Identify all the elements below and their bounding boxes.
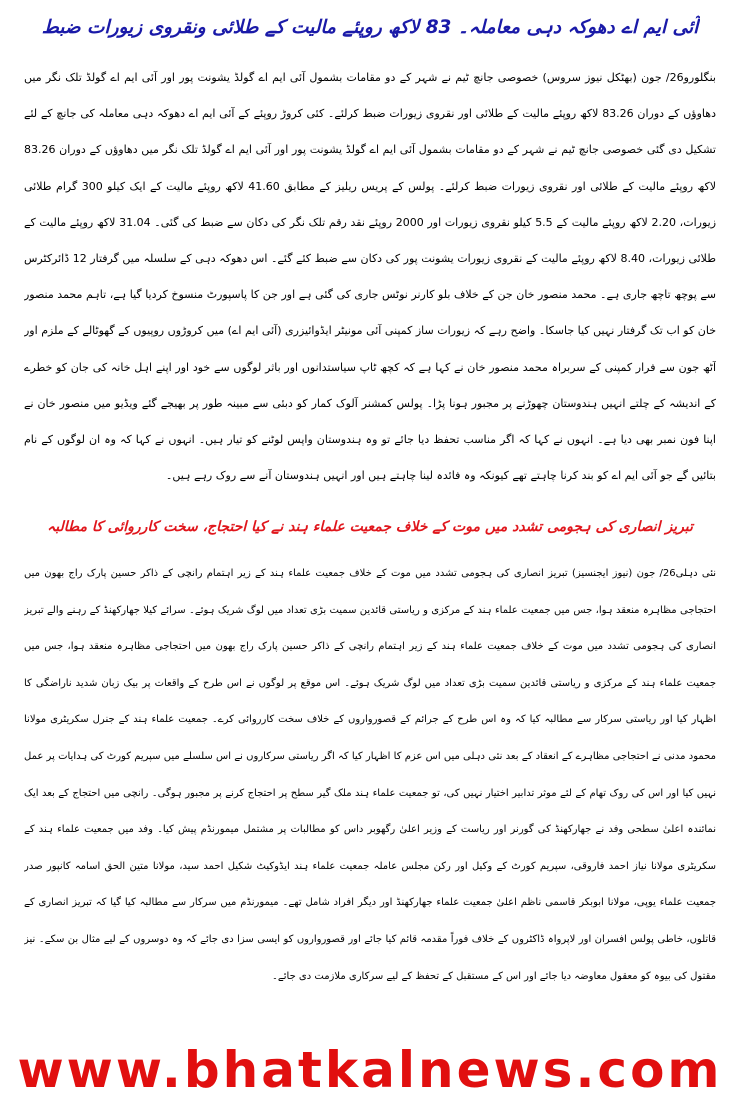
article-1-body: بنگلورو26/ جون (بھٹکل نیوز سروس) خصوصی جانچ ٹیم نے شہر کے دو مقامات بشمول آئی ایم اے گولڈ یشونت پور اور آئی ایم اے گولڈ تلک نگر میں دھاوؤں کے دوران 83.26 لاکھ روپئے مالیت کے طلائی اور نقروی زیورات ضبط کرلئے۔ کئی کروڑ روپئے کے آئی ایم اے دھوکہ دہی معاملہ کی جانچ کے لئے تشکیل دی گئی خصوصی جانچ ٹیم نے شہر کے دو مقامات بشمول آئی ایم اے گولڈ یشونت پور اور آئی ایم اے گولڈ تلک نگر میں دھاوؤں کے دوران 83.26 لاکھ روپئے مالیت کے طلائی اور نقروی زیورات ضبط کرلئے۔ پولس کے پریس ریلیز کے مطابق 41.60 لاکھ روپئے مالیت کے ایک کیلو 300 گرام طلائی زیورات، 2.20 لاکھ روپئے مالیت کے 5.5 کیلو نقروی زیورات اور 2000 روپئے نقد رقم تلک نگر کی دکان سے ضبط کی گئی۔ 31.04 لاکھ روپئے مالیت کے طلائی زیورات، 8.40 لاکھ روپئے مالیت کے نقروی زیورات یشونت پور کی دکان سے ضبط کئے گئے۔ اس دھوکہ دہی کے سلسلہ میں گرفتار 12 ڈائرکٹرس سے پوچھ تاچھ جاری ہے۔ محمد منصور خان جن کے خلاف بلو کارنر نوٹس جاری کی گئی ہے اور جن کا پاسپورٹ منسوخ کردیا گیا ہے، تاہم محمد منصور خان کو اب تک گرفتار نہیں کیا جاسکا۔ واضح رہے کہ زیورات ساز کمپنی آئی مونیٹر ایڈوائیزری (آئی ایم اے) میں کروڑوں روپیوں کے گھوٹالے کے ملزم اور آٹھ جون سے فرار کمپنی کے سربراہ محمد منصور خان نے کہا ہے کہ کچھ ٹاپ سیاستدانوں اور باثر لوگوں سے خود اور اپنے اہل خانہ کی جان کو خطرے کے اندیشہ کے چلتے انہیں ہندوستان چھوڑنے پر مجبور ہونا پڑا۔ پولس کمشنر آلوک کمار کو دبئی سے مبینہ طور پر بھیجے گئے ویڈیو میں منصور خان نے اپنا فون نمبر بھی دیا ہے۔ انہوں نے کہا کہ اگر مناسب تحفظ دیا جائے تو وہ ہندوستان واپس لوٹنے کو تیار ہیں۔ انہوں نے کہا کہ وہ ان لوگوں کے نام بتائیں گے جو آئی ایم اے کو بند کرنا چاہتے تھے کیونکہ وہ فائدہ لینا چاہتے ہیں اور انہیں ہندوستان آنے سے روک رہے ہیں۔	[24, 71, 716, 483]
article-2-headline: تبریز انصاری کی ہجومی تشدد میں موت کے خلاف جمعیت علماء ہند نے کیا احتجاج، سخت کارروائی کا مطالبہ	[47, 519, 693, 535]
website-footer-link[interactable]: www.bhatkalnews.com	[17, 1041, 723, 1099]
article-1-body-container	[24, 60, 716, 500]
article-2-body: نئی دہلی26/ جون (نیوز ایجنسیز) تبریز انصاری کی ہجومی تشدد میں موت کے خلاف جمعیت علماء ہند کے زیر اہتمام رانچی کے ذاکر حسین پارک راج بھون میں احتجاجی مظاہرہ منعقد ہوا، جس میں جمعیت علماء ہند کے مرکزی و ریاستی قائدین سمیت بڑی تعداد میں لوگ شریک ہوئے۔ سرائے کیلا جھارکھنڈ کے رہنے والے تبریز انصاری کی ہجومی تشدد میں موت کے خلاف جمعیت علماء ہند کے زیر اہتمام رانچی کے ذاکر حسین پارک راج بھون میں احتجاجی مظاہرہ منعقد ہوا، جس میں جمعیت علماء ہند کے مرکزی و ریاستی قائدین سمیت بڑی تعداد میں لوگ شریک ہوئے۔ اس موقع پر لوگوں نے اس طرح کے واقعات پر بیک زبان شدید ناراضگی کا اظہار کیا اور ریاستی سرکار سے مطالبہ کیا کہ وہ اس طرح کے جرائم کے قصورواروں کے خلاف سخت کارروائی کرے۔ جمعیت علماء ہند کے جنرل سکریٹری مولانا محمود مدنی نے احتجاجی مظاہرے کے انعقاد کے بعد نئی دہلی میں اس عزم کا اظہار کیا کہ اگر ریاستی سرکاروں نے اس سلسلے میں سپریم کورٹ کی ہدایات پر عمل نہیں کیا اور اس کی روک تھام کے لئے موثر تدابیر اختیار نہیں کی، تو جمعیت علماء ہند ملک گیر سطح پر احتجاج کرنے پر مجبور ہوگی۔ رانچی میں احتجاج کے بعد ایک نمائندہ اعلیٰ سطحی وفد نے جھارکھنڈ کی گورنر اور ریاست کے وزیر اعلیٰ رگھوبر داس کو مطالبات پر مشتمل میمورنڈم پیش کیا۔ وفد میں جمعیت علماء ہند کے سکریٹری مولانا نیاز احمد فاروقی، سپریم کورٹ کے وکیل اور رکن مجلس عاملہ جمعیت علماء ہند ایڈوکیٹ شکیل احمد سید، مولانا متین الحق اسامہ کانپور صدر جمعیت علماء یوپی، مولانا ابوبکر قاسمی ناظم اعلیٰ جمعیت علماء جھارکھنڈ اور دیگر افراد شامل تھے۔ میمورنڈم میں سرکار سے مطالبہ کیا گیا کہ تبریز انصاری کے قاتلوں، خاطی پولس افسران اور لاپرواہ ڈاکٹروں کے خلاف فوراً مقدمہ قائم کیا جائے اور قصورواروں کو ایسی سزا دی جائے کہ وہ دوسروں کے لیے مثال بن سکے۔ نیز مقتول کی بیوہ کو معقول معاوضہ دیا جائے اور اس کے مستقبل کے تحفظ کے لیے سرکاری ملازمت دی جائے۔	[24, 568, 716, 982]
article-1-headline: آئی ایم اے دھوکہ دہی معاملہ۔ 83 لاکھ روپئے مالیت کے طلائی ونقروی زیورات ضبط	[41, 17, 699, 38]
article-2-body-container	[24, 556, 716, 1026]
